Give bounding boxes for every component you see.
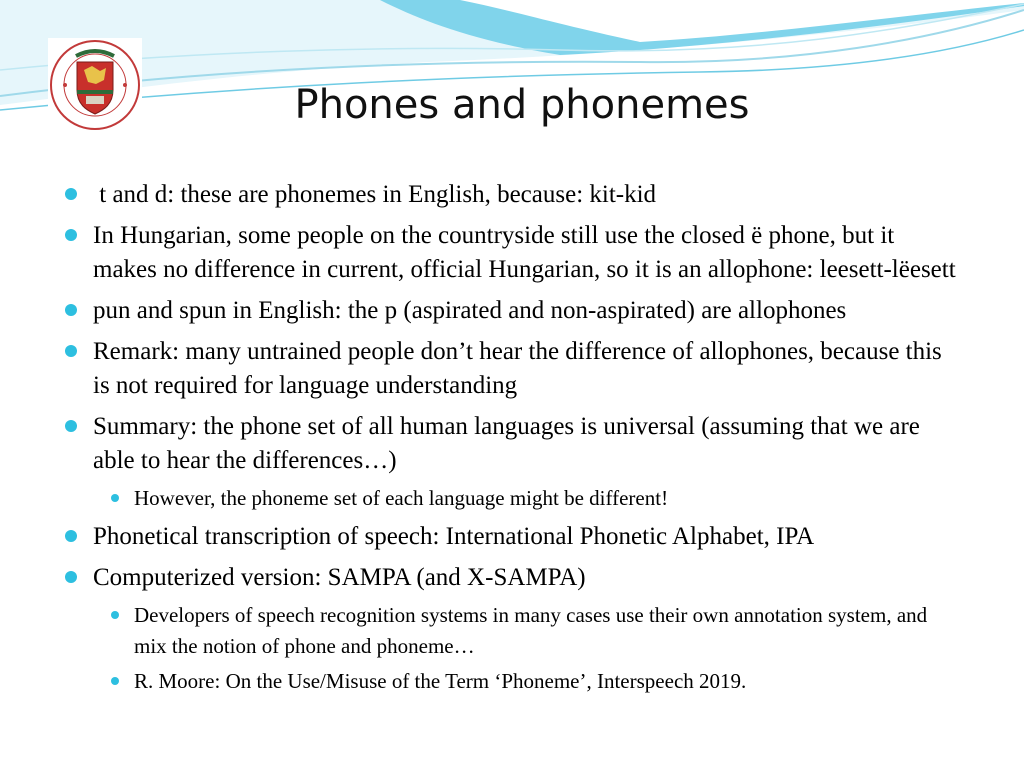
bullet-list <box>62 178 962 703</box>
bullet-dot-icon <box>65 420 77 432</box>
list-item <box>62 561 962 595</box>
bullet-dot-icon <box>65 571 77 583</box>
sub-bullet-dot-icon <box>111 611 119 619</box>
sub-bullet-dot-icon <box>111 677 119 685</box>
list-item <box>62 520 962 554</box>
bullet-dot-icon <box>65 229 77 241</box>
sub-bullet-text: Developers of speech recognition systems in many cases use their own annotation system, and mix the notion of phone and phoneme… <box>134 603 928 658</box>
bullet-text: In Hungarian, some people on the countryside still use the closed ë phone, but it makes no difference in current, official Hungarian, so it is an allophone: leesett-lëesett <box>93 222 956 283</box>
list-item <box>62 410 962 478</box>
bullet-dot-icon <box>65 304 77 316</box>
sub-bullet-dot-icon <box>111 494 119 502</box>
bullet-dot-icon <box>65 345 77 357</box>
bullet-text: Phonetical transcription of speech: International Phonetic Alphabet, IPA <box>93 523 815 550</box>
list-item <box>62 335 962 403</box>
list-item <box>62 178 962 212</box>
bullet-text: t and d: these are phonemes in English, because: kit-kid <box>93 181 657 208</box>
bullet-text: pun and spun in English: the p (aspirated and non-aspirated) are allophones <box>93 297 847 324</box>
sub-bullet-text: However, the phoneme set of each language might be different! <box>134 486 669 510</box>
sub-list-item <box>62 666 962 697</box>
bullet-dot-icon <box>65 188 77 200</box>
slide-title: Phones and phonemes <box>294 82 750 128</box>
bullet-text: Computerized version: SAMPA (and X-SAMPA) <box>93 564 586 591</box>
bullet-dot-icon <box>65 530 77 542</box>
bullet-text: Remark: many untrained people don’t hear the difference of allophones, because this is not required for language understanding <box>93 338 942 399</box>
sub-list-item <box>62 483 962 514</box>
bullet-text: Summary: the phone set of all human languages is universal (assuming that we are able to hear the differences…) <box>93 413 920 474</box>
list-item <box>62 294 962 328</box>
sub-bullet-text: R. Moore: On the Use/Misuse of the Term ‘Phoneme’, Interspeech 2019. <box>134 669 747 693</box>
list-item <box>62 219 962 287</box>
sub-list-item <box>62 600 962 662</box>
